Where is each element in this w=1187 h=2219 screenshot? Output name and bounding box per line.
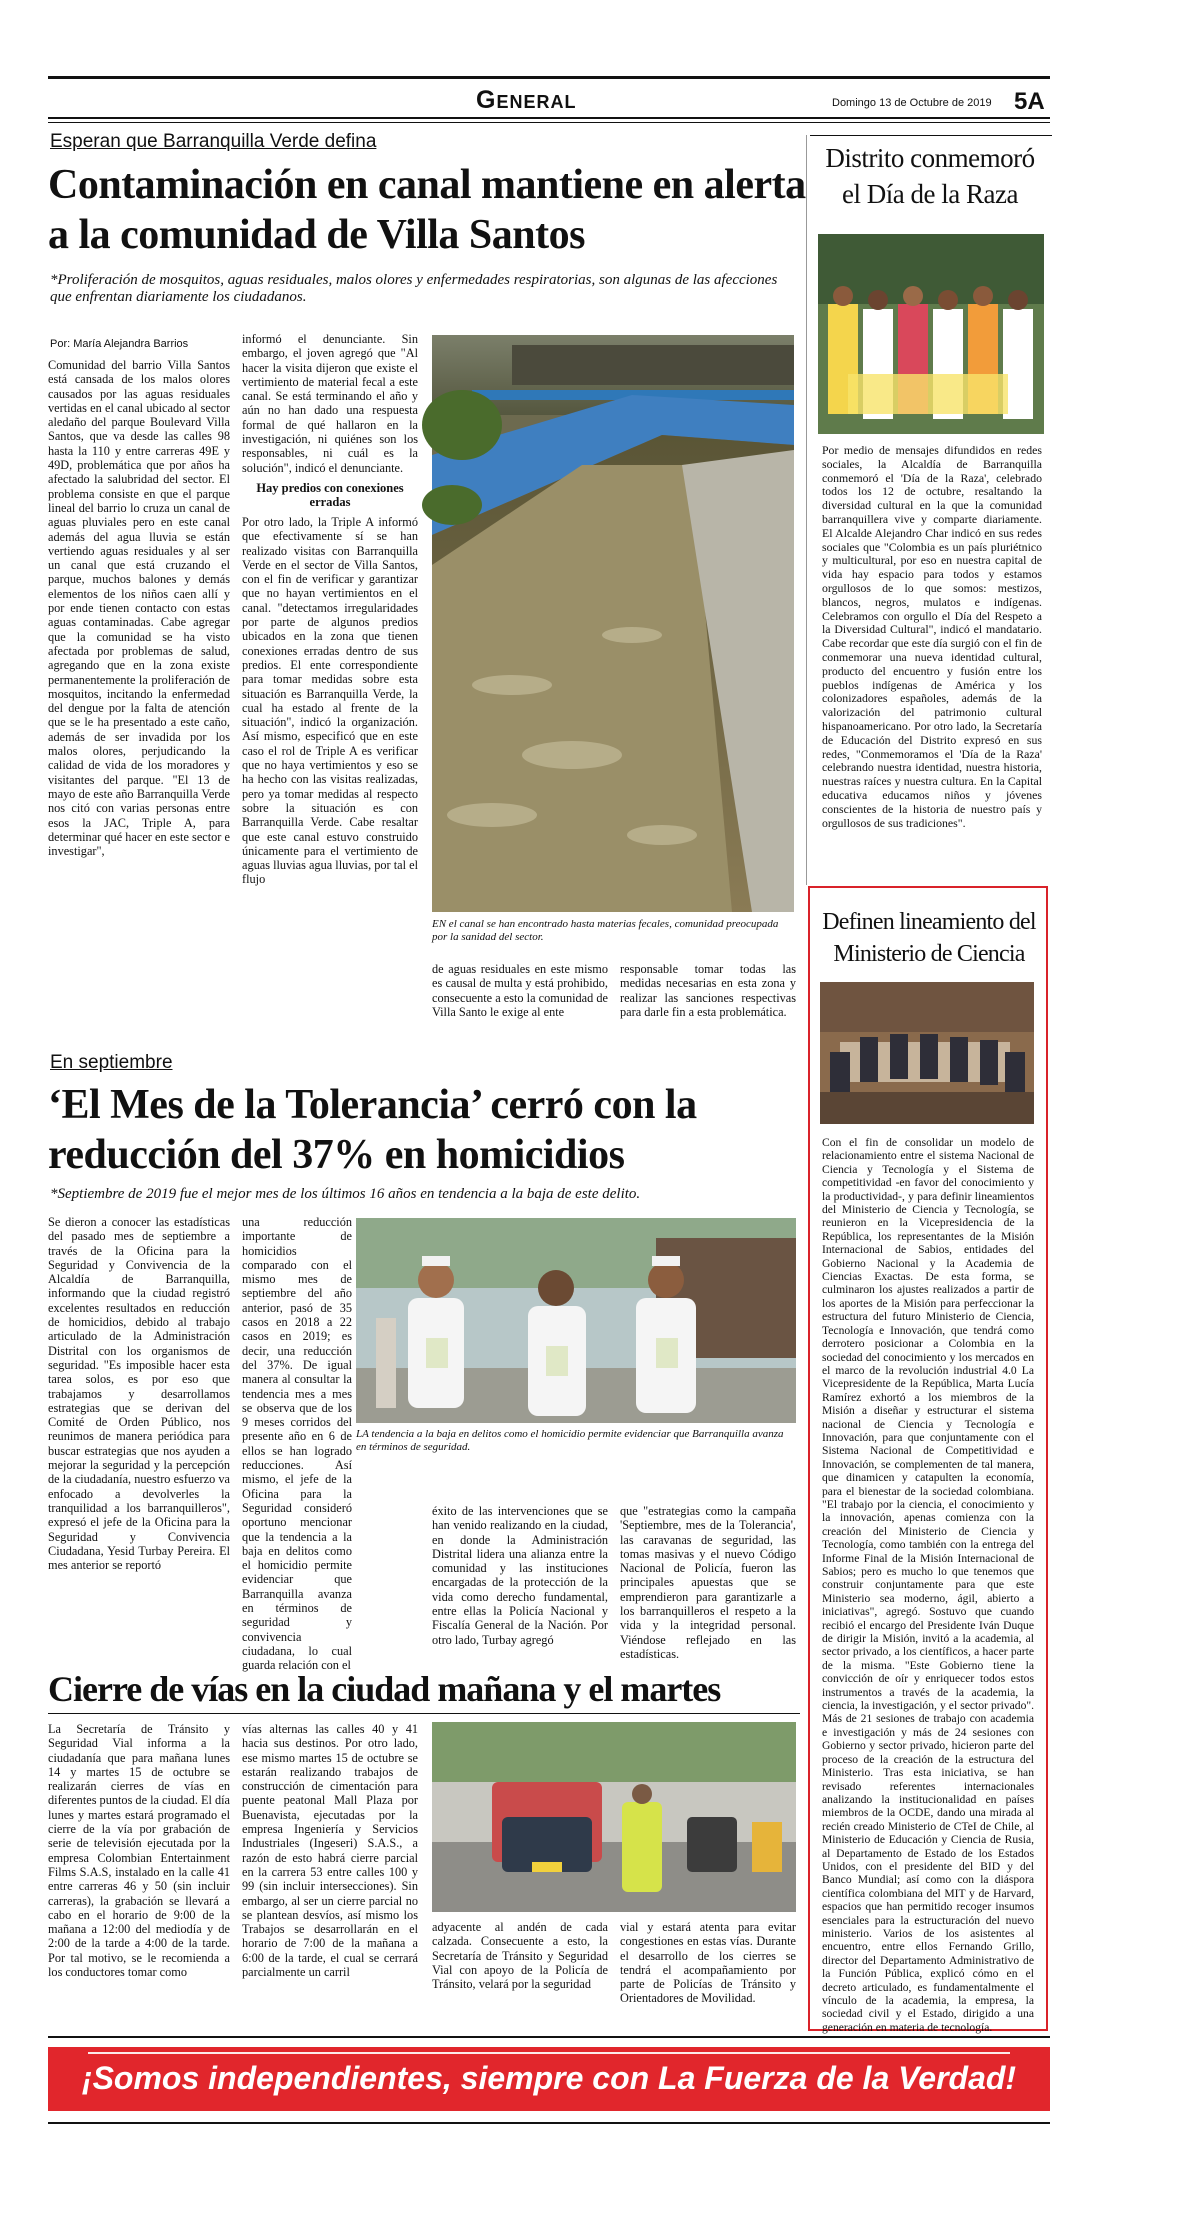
article2-column-2b — [242, 1500, 418, 1660]
article2-col4-text: que "estrategias como la campaña 'Septiembre, mes de la Tolerancia', las caravanas de seguridad, las tomas masivas y el nuevo Código Nacional de Policía, fueron las principales apuestas que se emprendieron para garantizarle a los barranquilleros el respeto a la vida y la integridad personal. Viéndose reflejado en las estadísticas. — [620, 1504, 796, 1661]
top-rule — [48, 76, 1050, 79]
article1-column-2 — [242, 332, 418, 1044]
article2-headline: ‘El Mes de la Tolerancia’ cerró con la reducción del 37% en homicidios — [48, 1082, 697, 1178]
article2-caption: LA tendencia a la baja en delitos como el homicidio permite evidenciar que Barranquilla avanza en términos de seguridad. — [356, 1428, 784, 1453]
article1-col2a-text: informó el denunciante. Sin embargo, el joven agregó que "Al hacer la visita dijeron que existe el vertimiento de material fecal a este canal. Se está terminando el año y aún no han dado una respuesta formal de qué hallaron en la investigación, ni quiénes son los responsables, ni cuál es la solución", indicó el denunciante. — [242, 332, 418, 475]
article1-column-3 — [432, 962, 608, 1044]
article3-col1-text: La Secretaría de Tránsito y Seguridad Vial informa a la ciudadanía que para mañana lunes 14 y martes 15 de octubre se realizarán cierres de vías en diferentes puntos de la ciudad. El día lunes y martes estará programado el cierre de la vía por grabación de serie de televisión ejecutada por la empresa Colombian Entertainment Films S.A.S, instalado en la calle 41 entre carreras 46 y 50 (sin incluir carreras), la grabación se llevará a cabo en el horario de 9:00 de la mañana a 12:00 del mediodía y de 2:00 de la tarde a 4:00 de la tarde. Por tal motivo, se le recomienda a los conductores tomar como — [48, 1722, 231, 1980]
article2-col3-text: éxito de las intervenciones que se han venido realizando en la ciudad, en donde la Administración Distrital lidera una alianza entre la comunidad y las instituciones encargadas de la protección de la vida como derecho fundamental, entre ellas la Policía Nacional y Fiscalía General de la Nación. Por otro lado, Turbay agregó — [432, 1504, 608, 1647]
article1-byline: Por: María Alejandra Barrios — [50, 338, 189, 350]
article2-column-2 — [242, 1215, 352, 1673]
article3-column-4 — [620, 1920, 796, 2018]
traffic-photo — [432, 1722, 796, 1912]
page-number: 5A — [1014, 88, 1045, 115]
article2-kicker: En septiembre — [50, 1052, 173, 1073]
section-title: General — [476, 86, 577, 114]
article3-column-3 — [432, 1920, 608, 2018]
ministerio-photo — [820, 982, 1034, 1124]
header-rule-thin — [48, 122, 1050, 123]
article1-lede: *Proliferación de mosquitos, aguas residuales, malos olores y enfermedades respiratorias, son algunas de las afecciones que enfrentan diariamente los ciudadanos. — [50, 272, 778, 305]
header-rule — [48, 117, 1050, 119]
tolerance-photo — [356, 1218, 796, 1423]
article1-col4-text: responsable tomar todas las medidas necesarias en esta zona y realizar las sanciones respectivas para darle fin a esta problemática. — [620, 962, 796, 1019]
sidebar2-text: Con el fin de consolidar un modelo de relacionamiento entre el sistema Nacional de Ciencia y Tecnología y el Sistema de competitividad -en favor del conocimiento y la productividad-, y para definir lineamientos del Ministerio de Ciencia y Tecnología, se reunieron en la Vicepresidencia de la República, los representantes de la Misión Internacional de Sabios, entidades del Gobierno Nacional y la Academia de Ciencias Exactas. De esta forma, se culminaron los ajustes realizados a partir de los aportes de la Misión para perfeccionar la estructura del futuro Ministerio de Ciencia, Tecnología e Innovación, que tendrá como derrotero posicionar a Colombia en la sociedad del conocimiento y los mercados en el marco de la revolución industrial 4.0 La Vicepresidente de la República, Marta Lucía Ramírez exhortó a los miembros de la Misión a diseñar y estructurar el sistema nacional de Ciencia y Tecnología e Innovación, para que conjuntamente con el Sistema Nacional de Competitividad e Innovación, se complementen de tal manera, que dinamicen y catapulten la economía, para el bienestar de la sociedad colombiana. "El trabajo por la ciencia, el conocimiento y la innovación, apenas comienza con la creación del Ministerio de Ciencia y Tecnología, como también con la entrega del Informe Final de la Misión Internacional de Sabios; pero es mucho lo que tenemos que construir conjuntamente para que este Ministerio sea moderno, ágil, abierto a iniciativas", agregó. Sostuvo que cuando recibió el encargo del Presidente Iván Duque de dirigir la Misión, invitó a la academia, al sector privado, a los científicos, a hacer parte de la misma. "Este Gobierno tiene la convicción de oír y enriquecer todos estos instrumentos a través de la academia, la ciencia, la investigación, y el sector privado". Más de 21 sesiones de trabajo con academia e investigación y más de 24 sesiones con Gobierno y sector privado, hicieron parte del proceso de la creación de la estructura del Ministerio. Tras esta iniciativa, se han revisado referentes internacionales analizando la institucionalidad en países miembros de la OCDE, dando una mirada al recién creado Ministerio de CTeI de Chile, al Ministerio de Educación y Ciencia de Rusia, al Departamento de Estado de los Estados Unidos, con el presidente del BID y del Banco Mundial; así como con la diáspora científica colombiana del MIT y de Harvard, espacios que han permitido recoger insumos esenciales para la estructuración del nuevo ministerio. Varios de los asistentes al encuentro, entre ellos Fernando Grillo, director del Departamento Administrativo de la Función Pública, explicó cómo en el decreto articulado, es fundamentalmente el vínculo de la academia, la empresa, la sociedad civil y el Estado, dirigido a una generación en materia de tecnología. — [822, 1136, 1034, 2034]
sidebar1-frame — [810, 135, 1052, 136]
article3-col4-text: vial y estará atenta para evitar congestiones en estas vías. Durante el desarrollo de los cierres se tendrá el acompañamiento por parte de Policías de Tránsito y Orientadores de Movilidad. — [620, 1920, 796, 2006]
article2-lede: *Septiembre de 2019 fue el mejor mes de los últimos 16 años en tendencia a la baja de este delito. — [50, 1186, 641, 1202]
sidebar1-headline: Distrito conmemoró el Día de la Raza — [825, 143, 1035, 209]
tolerance-illustration — [356, 1218, 796, 1423]
canal-photo — [432, 335, 794, 912]
article2-column-3 — [432, 1504, 608, 1660]
meeting-illustration — [820, 982, 1034, 1124]
raza-illustration — [818, 234, 1044, 434]
article1-subhead: Hay predios con conexiones erradas — [256, 480, 404, 509]
banner-rule-top — [48, 2036, 1050, 2038]
article1-column-1 — [48, 358, 230, 1044]
article1-col1-text: Comunidad del barrio Villa Santos está cansada de los malos olores causados por las aguas residuales vertidas en el canal ubicado al sector aledaño del parque Boulevard Villa Santos, que va desde las calles 98 hasta la 110 y entre carreras 49E y 49D, problemática que por años ha afectado la salubridad del sector. El problema consiste en que el parque lineal del barrio lo cruza un canal de aguas pluviales pero en este canal además del agua lluvia se están vertiendo aguas residuales y al ser un canal que está cruzando el parque, muchos balones y demás elementos de los niños caen allí y por ende tienen contacto con estas aguas contaminadas. Cabe agregar que la comunidad se ha visto afectada por problemas de salud, agregando que en la zona existe permanentemente la proliferación de mosquitos, incitando la enfermedad del dengue por la falta de atención que se le ha presentado a este caño, además de ser invadida por los malos olores, perjudicando la calidad de vida de los moradores y visitantes del parque. "El 13 de mayo de este año Barranquilla Verde nos citó con varias personas entre esos la JAC, Triple A, para determinar qué hacer en este sector e investigar", — [48, 358, 230, 859]
article1-column-4 — [620, 962, 796, 1044]
raza-photo — [818, 234, 1044, 434]
banner-white-line — [88, 2052, 1010, 2054]
article3-col3-text: adyacente al andén de cada calzada. Consecuente a esto, la Secretaría de Tránsito y Seguridad Vial con apoyo de la Policía de Tránsito, velará por la seguridad — [432, 1920, 608, 1992]
article2-column-1 — [48, 1215, 230, 1660]
banner-rule-bottom — [48, 2122, 1050, 2124]
article3-column-2 — [242, 1722, 418, 2018]
sidebar1-text: Por medio de mensajes difundidos en redes sociales, la Alcaldía de Barranquilla conmemoró el 'Día de la Raza', celebrado todos los 12 de octubre, resaltando la diversidad cultural en la que la comunidad barranquillera vive y comparte diariamente. El Alcalde Alejandro Char indicó en sus redes sociales que "Colombia es un país pluriétnico y multicultural, por eso en nuestra capital de vida hay espacio para todos y estamos orgullosos de lo que somos: mestizos, blancos, negros, mulatos e indígenas. Celebramos con orgullo el Día del Respeto a la Diversidad Cultural", indicó el mandatario. Cabe recordar que este día surgió con el fin de conmemorar una nueva identidad cultural, producto del encuentro y fusión entre los pueblos indígenas de América y los colonizadores españoles, además de la valorización del patrimonio cultural hispanoamericano. Por otro lado, la Secretaría de Educación del Distrito expresó en sus redes, "Conmemoramos el 'Día de la Raza' celebrando nuestra identidad, nuestra historia, nuestras raíces y nuestra cultura. En la Capital educativa educamos niños y jóvenes conscientes de la historia de nuestro país y orgullosos de sus tradiciones". — [822, 443, 1042, 830]
article3-col2-text: vías alternas las calles 40 y 41 hacia sus destinos. Por otro lado, ese mismo martes 15 de octubre se estarán realizando trabajos de construcción de cimentación para puente peatonal Mall Plaza por Buenavista, ejecutadas por la empresa Ingeniería y Servicios Industriales (Ingeseri) S.A.S., a razón de esto habrá cierre parcial en la carrera 53 entre calles 100 y 99 (sin incluir intersecciones). Sin embargo, al ser un cierre parcial no se plantean desvíos, así mismo los Trabajos se desarrollarán en el horario de 7:00 de la mañana a 6:00 de la tarde, el cual se cerrará parcialmente un carril — [242, 1722, 418, 1980]
article3-headline: Cierre de vías en la ciudad mañana y el martes — [48, 1669, 721, 1709]
article3-rule — [48, 1713, 800, 1714]
sidebar2-headline: Definen lineamiento del Ministerio de Ciencia — [822, 909, 1036, 967]
article3-column-1 — [48, 1722, 230, 2018]
canal-illustration — [432, 335, 794, 912]
article1-caption: EN el canal se han encontrado hasta materias fecales, comunidad preocupada por la sanidad del sector. — [432, 918, 779, 943]
sidebar1-body — [822, 444, 1042, 872]
issue-date: Domingo 13 de Octubre de 2019 — [832, 97, 992, 109]
sidebar2-body — [822, 1136, 1034, 2034]
article2-col2-text: una reducción importante de homicidios comparado con el mismo mes de septiembre del año anterior, pasó de 35 casos en 2018 a 22 casos en 2019; es decir, una reducción del 37%. De igual manera al consultar la tendencia mes a mes se observa que de los 9 meses corridos del presente año en 6 de ellos se han logrado reducciones. Así mismo, el jefe de la Oficina para la Seguridad consideró oportuno mencionar que la tendencia a la baja en delitos como el homicidio permite evidenciar que Barranquilla avanza en términos de seguridad y convivencia ciudadana, lo cual guarda relación con el — [242, 1215, 352, 1673]
article2-col1-text: Se dieron a conocer las estadísticas del pasado mes de septiembre a través de la Oficina para la Seguridad y Convivencia de la Alcaldía de Barranquilla, informando que la ciudad registró excelentes resultados en reducción de homicidios, debido al trabajo articulado de la Administración Distrital con los organismos de seguridad. "Es imposible hacer esta tarea solos, es por eso que trabajamos y desarrollamos estrategias que se derivan del Comité de Orden Público, nos reunimos de manera periódica para buscar estrategias que nos ayuden a mejorar la seguridad y la percepción de la ciudadanía, nuestro esfuerzo va enfocado a devolverles la tranquilidad a los barranquilleros", expresó el jefe de la Oficina para la Seguridad y Convivencia Ciudadana, Yesid Turbay Pereira. El mes anterior se reportó — [48, 1215, 230, 1573]
article1-headline: Contaminación en canal mantiene en alerta a la comunidad de Villa Santos — [48, 162, 806, 258]
traffic-illustration — [432, 1722, 796, 1912]
sidebar1-divider — [806, 135, 807, 885]
article1-col2b-text: Por otro lado, la Triple A informó que efectivamente sí se han realizado visitas con Barranquilla Verde en el sector de Villa Santos, con el fin de verificar y garantizar que no hayan vertimientos en el canal. "detectamos irregularidades por parte de algunos predios ubicados en la zona que tienen conexiones erradas dentro de sus predios. El ente correspondiente para tomar medidas sobre esta situación es Barranquilla Verde, la cual ha estado al frente de la situación", indicó la organización. Así mismo, especificó que en este caso el rol de Triple A es verificar que no haya vertimientos y eso se ha hecho con las visitas realizadas, pero ya tomar medidas al respecto sobre la situación es con Barranquilla Verde. Cabe resaltar que este canal estuvo construido únicamente para el vertimiento de aguas lluvias agua lluvias, por tal el flujo — [242, 514, 418, 887]
article1-col3-text: de aguas residuales en este mismo es causal de multa y está prohibido, consecuente a esto la comunidad de Villa Santo le exige al ente — [432, 962, 608, 1019]
article2-column-4 — [620, 1504, 796, 1660]
slogan-text: ¡Somos independientes, siempre con La Fuerza de la Verdad! — [81, 2060, 1017, 2096]
article1-kicker: Esperan que Barranquilla Verde defina — [50, 131, 377, 152]
